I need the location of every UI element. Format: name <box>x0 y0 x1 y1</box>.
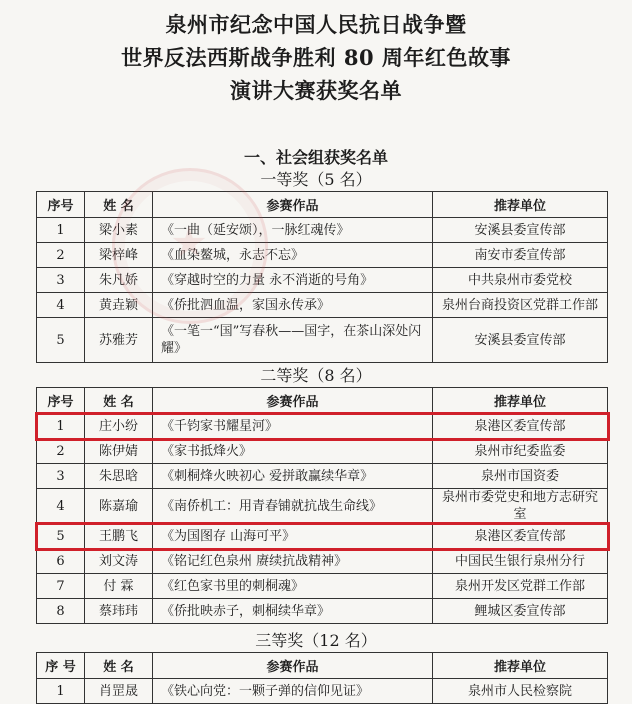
cell-name: 蔡玮玮 <box>85 599 153 624</box>
cell-name: 朱凡娇 <box>85 268 153 293</box>
table-row <box>37 243 608 268</box>
cell-index: 1 <box>37 414 85 439</box>
cell-work: 《家书抵烽火》 <box>153 439 433 464</box>
cell-unit: 安溪县委宣传部 <box>433 318 608 363</box>
title-line-1: 泉州市纪念中国人民抗日战争暨 <box>165 12 467 37</box>
cell-unit: 泉州开发区党群工作部 <box>433 574 608 599</box>
cell-unit: 中国民生银行泉州分行 <box>433 549 608 574</box>
cell-index: 4 <box>37 293 85 318</box>
cell-work: 《侨批映赤子，刺桐续华章》 <box>153 599 433 624</box>
cell-name: 付 霖 <box>85 574 153 599</box>
header-index: 序号 <box>37 192 85 218</box>
cell-unit: 泉州市国资委 <box>433 464 608 489</box>
cell-name: 肖罡晟 <box>85 679 153 704</box>
cell-work: 《血染鳌城，永志不忘》 <box>153 243 433 268</box>
cell-unit: 泉州台商投资区党群工作部 <box>433 293 608 318</box>
header-name: 姓 名 <box>85 192 153 218</box>
title-line-2: 世界反法西斯战争胜利 80 周年红色故事 <box>121 45 511 70</box>
cell-name: 梁梓峰 <box>85 243 153 268</box>
cell-unit: 中共泉州市委党校 <box>433 268 608 293</box>
cell-index: 3 <box>37 464 85 489</box>
third-prize-table <box>36 652 608 704</box>
cell-work: 《千钧家书耀星河》 <box>153 414 433 439</box>
cell-work: 《一曲（延安颂），一脉红魂传》 <box>153 218 433 243</box>
cell-name: 黄垚颖 <box>85 293 153 318</box>
cell-unit: 鲤城区委宣传部 <box>433 599 608 624</box>
first-prize-title: 一等奖（5 名） <box>260 170 372 189</box>
header-unit: 推荐单位 <box>433 192 608 218</box>
header-unit: 推荐单位 <box>433 653 608 679</box>
table-header-row <box>37 653 608 679</box>
table-row <box>37 679 608 704</box>
cell-unit: 泉港区委宣传部 <box>433 414 608 439</box>
cell-unit: 泉港区委宣传部 <box>433 524 608 549</box>
header-unit: 推荐单位 <box>433 388 608 414</box>
first-prize-table <box>36 191 608 363</box>
header-index: 序 号 <box>37 653 85 679</box>
cell-name: 刘文涛 <box>85 549 153 574</box>
cell-unit: 泉州市人民检察院 <box>433 679 608 704</box>
table-row <box>37 439 608 464</box>
table-row <box>37 489 608 524</box>
header-index: 序号 <box>37 388 85 414</box>
cell-name: 王鹏飞 <box>85 524 153 549</box>
header-work: 参赛作品 <box>153 653 433 679</box>
second-prize-title: 二等奖（8 名） <box>260 366 372 385</box>
table-row <box>37 549 608 574</box>
second-prize-table <box>36 387 608 624</box>
cell-work: 《一笔一“国”写春秋——国字，在茶山深处闪耀》 <box>153 318 433 363</box>
cell-work: 《穿越时空的力量 永不消逝的号角》 <box>153 268 433 293</box>
cell-index: 6 <box>37 549 85 574</box>
cell-work: 《铭记红色泉州 赓续抗战精神》 <box>153 549 433 574</box>
cell-index: 5 <box>37 318 85 363</box>
table-header-row <box>37 192 608 218</box>
cell-name: 苏雅芳 <box>85 318 153 363</box>
cell-index: 1 <box>37 679 85 704</box>
cell-index: 2 <box>37 439 85 464</box>
cell-name: 朱思晗 <box>85 464 153 489</box>
cell-name: 陈伊婧 <box>85 439 153 464</box>
cell-unit: 南安市委宣传部 <box>433 243 608 268</box>
cell-name: 梁小素 <box>85 218 153 243</box>
cell-unit: 泉州市纪委监委 <box>433 439 608 464</box>
header-name: 姓 名 <box>85 653 153 679</box>
cell-name: 庄小纷 <box>85 414 153 439</box>
table-row <box>37 574 608 599</box>
document-title <box>0 0 632 107</box>
cell-work: 《刺桐烽火映初心 爱拼敢赢续华章》 <box>153 464 433 489</box>
header-name: 姓 名 <box>85 388 153 414</box>
table-row <box>37 318 608 363</box>
cell-index: 8 <box>37 599 85 624</box>
cell-unit: 泉州市委党史和地方志研究室 <box>433 489 608 524</box>
table-header-row <box>37 388 608 414</box>
cell-index: 1 <box>37 218 85 243</box>
header-work: 参赛作品 <box>153 388 433 414</box>
cell-index: 5 <box>37 524 85 549</box>
cell-index: 7 <box>37 574 85 599</box>
table-row <box>37 218 608 243</box>
cell-name: 陈嘉瑜 <box>85 489 153 524</box>
cell-work: 《红色家书里的刺桐魂》 <box>153 574 433 599</box>
table-row <box>37 268 608 293</box>
table-row-highlighted <box>37 414 608 439</box>
table-row <box>37 464 608 489</box>
cell-work: 《侨批泗血温，家国永传承》 <box>153 293 433 318</box>
cell-work: 《铁心向党：一颗子弹的信仰见证》 <box>153 679 433 704</box>
header-work: 参赛作品 <box>153 192 433 218</box>
title-line-3: 演讲大赛获奖名单 <box>230 78 402 103</box>
table-row-highlighted <box>37 524 608 549</box>
cell-work: 《为国图存 山海可平》 <box>153 524 433 549</box>
table-row <box>37 599 608 624</box>
cell-index: 2 <box>37 243 85 268</box>
cell-unit: 安溪县委宣传部 <box>433 218 608 243</box>
third-prize-title: 三等奖（12 名） <box>255 631 377 650</box>
cell-index: 4 <box>37 489 85 524</box>
cell-work: 《南侨机工：用青春铺就抗战生命线》 <box>153 489 433 524</box>
table-row <box>37 293 608 318</box>
cell-index: 3 <box>37 268 85 293</box>
section-title: 一、社会组获奖名单 <box>243 148 388 167</box>
